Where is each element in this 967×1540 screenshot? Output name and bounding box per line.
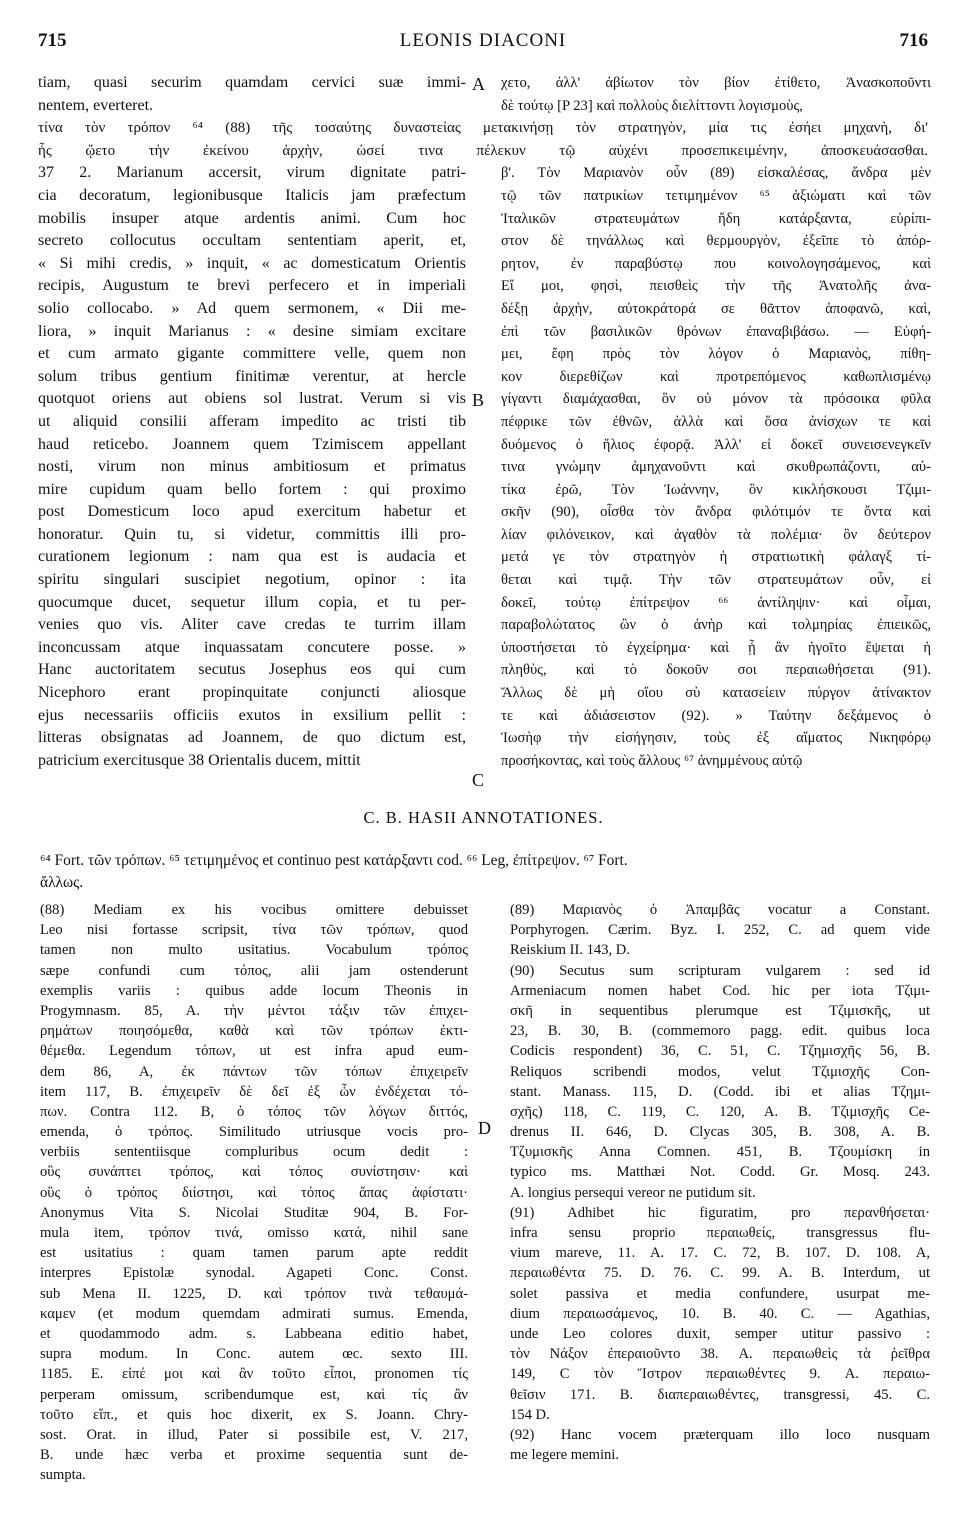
text-line: recipis, Augustum te brevi perfecero et in imperiali — [38, 277, 466, 295]
text-line: vium mareve, 11. A. 17. C. 72, B. 107. D. 108. A, — [510, 1245, 930, 1262]
margin-marker-d: D — [478, 1118, 491, 1138]
text-line: β'. Τὸν Μαριανὸν οὖν (89) εἰσκαλέσας, ἄνδρα μὲν — [501, 165, 931, 182]
text-line: verbiis sententiisque compluribus ocum dedit : — [40, 1144, 468, 1161]
text-line: interpres Epistolæ synodal. Agapeti Conc. Const. — [40, 1265, 468, 1282]
text-line: post Domesticum loco apud exercitum habetur et — [38, 503, 466, 521]
text-line: Τζυμισκῆς Anna Comnen. 451, B. Τζουμίσκη in — [510, 1144, 930, 1161]
text-line: sub Mena II. 1225, D. καὶ τρόπον τινὰ τεθαυμά- — [40, 1285, 468, 1302]
text-line: mula item, τρόπον τινά, omisso κατά, nihil sane — [40, 1225, 468, 1241]
text-line: (92) Hanc vocem præterquam illo loco nusquam — [510, 1426, 930, 1443]
text-line: A. longius persequi vereor ne putidum sit. — [510, 1184, 756, 1201]
text-line: sumpta. — [40, 1467, 86, 1484]
text-line: 37 2. Marianum accersit, virum dignitate patri- — [38, 164, 466, 182]
text-line: σκῆ in sequentibus plerumque est Τζιμισκῆς, ut — [510, 1002, 930, 1019]
text-line: θεῖσιν 171. B. διαπεραιωθέντες, transgressi, 45. C. — [510, 1386, 930, 1403]
text-line: quocumque ducet, sequetur illum copia, et tu per- — [38, 593, 466, 611]
text-line: δὲ τούτῳ [P 23] καὶ πολλοὺς διελίττοντι λογισμοὺς, — [501, 97, 803, 114]
text-line: solum tribus gentium finitimæ verentur, at hercle — [38, 367, 466, 385]
text-line: emenda, ὁ τρόπος. Similitudo utriusque vocis pro- — [40, 1124, 468, 1141]
text-line: Hanc auctoritatem secutus Josephus eos qui cum — [38, 661, 466, 679]
text-line: nentem, everteret. — [38, 96, 154, 114]
text-line: Armeniacum nomen habet Cod. hic per iota Τζιμι- — [510, 982, 930, 999]
text-line: καμεν (et modum quemdam admirati sumus. Emenda, — [40, 1305, 468, 1322]
running-title: LEONIS DIACONI — [399, 30, 567, 51]
text-line: est usitatius : quam tamen parum apte reddit — [40, 1245, 468, 1262]
text-line: perperam omissum, scribendumque est, καὶ τίς ἂν — [40, 1386, 468, 1403]
text-line: χετο, ἀλλ' ἀβίωτον τὸν βίον ἐτίθετο, Ἀνασκοποῦντι — [501, 75, 931, 91]
text-line: πων. Contra 112. B, ὁ τόπος τῶν λόγων διττός, — [40, 1103, 468, 1120]
text-line: exemplis variis : quibus adde locum Theonis in — [40, 982, 468, 999]
text-line: οὓς ὁ τρόπος διίστησι, καὶ τόπος ἅπας ἀφίστατι· — [40, 1184, 468, 1201]
text-line: 1185. E. εἰπέ μοι καὶ ἂν τοῦτο εἶποι, pronomen τίς — [40, 1366, 468, 1383]
text-line: πέφρικε τῶν ἐθνῶν, ἀλλὰ καὶ ὅσα ἀνίσχων τε καὶ — [501, 413, 931, 430]
text-line: γίγαντι διαμάχασθαι, ὃν οὐ μόνον τὰ πρόσοικα φῦλα — [501, 391, 931, 408]
text-line: spiritu singulari suscipiet negotium, opinor : ita — [38, 571, 466, 589]
text-line: Ἄλλως δὲ μὴ οἴου σὺ κατασείειν πύργον ἀτίνακτον — [501, 685, 931, 702]
text-line: « Si mihi credis, » inquit, « ac domesticatum Orientis — [38, 254, 466, 272]
text-line: Nicephoro erant propinquitate conjuncti aliosque — [38, 684, 466, 702]
text-line: supra modum. In Conc. autem œc. sexto III. — [40, 1346, 468, 1363]
margin-marker-c: C — [472, 770, 485, 790]
text-line: nosti, virum non minus ambitiosum et primatus — [38, 458, 466, 476]
text-line: λίαν φιλόνεικον, καὶ ἀγαθὸν τὰ πολέμια· ὃν δεύτερον — [501, 526, 931, 543]
text-line: (90) Secutus sum scripturam vulgarem : sed id — [510, 962, 930, 979]
text-line: item 117, B. ἐπιχειρεῖν δὲ δεῖ ἐξ ὧν ἐνδέχεται τό- — [40, 1083, 468, 1100]
text-line: τινα γνώμην ἀμηχανοῦντι καὶ σκυθρωπάζοντι, αὐ- — [501, 459, 931, 476]
text-line: stant. Manass. 115, D. (Codd. ibi et alias Τζημι- — [510, 1083, 930, 1100]
text-line: mobilis insuper atque ardentis animi. Cum hoc — [38, 209, 466, 227]
text-line: et quodammodo adm. s. Labbeana editio habet, — [40, 1325, 468, 1342]
full-width-line: τίνα τὸν τρόπον ⁶⁴ (88) τῆς τοσαύτης δυναστείας μετακινήσῃ τὸν στρατηγὸν, μία τις ἐσήει μηχανὴ, δι' — [38, 120, 928, 136]
text-line: B. unde hæc verba et proxime sequentia sunt de- — [40, 1447, 468, 1464]
page-number-right: 716 — [899, 30, 928, 51]
text-line: dium περαιωσάμενος, 10. B. 40. C. — Agathias, — [510, 1305, 930, 1322]
text-line: σχῆς) 118, C. 119, C. 120, A. B. Τζιμισχῆς Ce- — [510, 1103, 930, 1120]
text-line: (91) Adhibet hic figuratim, pro περανθήσεται· — [510, 1204, 930, 1221]
text-line: Εἴ μοι, φησὶ, πεισθεὶς τὴν τῆς Ἀνατολῆς ἀνα- — [501, 278, 931, 295]
text-line: ut aliquid consilii afferam impedito ac tristi tib — [38, 412, 466, 430]
text-line: solio collocabo. » Ad quem sermonem, « Dii me- — [38, 299, 466, 317]
notes-right-column — [510, 900, 930, 1465]
text-line: Ἰωσὴφ τὴν εἰσήγησιν, τοὺς ἐξ αἵματος Νικηφόρῳ — [501, 730, 931, 747]
page-number-left: 715 — [38, 30, 67, 51]
text-line: 23, B. 30, B. (commemoro pagg. edit. quibus loca — [510, 1023, 930, 1040]
text-line: mire cupidum quam bello fortem : qui proximo — [38, 480, 466, 498]
text-line: σκῆν (90), οἶσθα τὸν ἄνδρα φιλότιμόν τε ὄντα καὶ — [501, 504, 931, 521]
text-line: Codicis respondent) 36, C. 51, C. Τζημισχῆς 56, B. — [510, 1043, 930, 1060]
text-line: drenus II. 646, D. Clycas 305, B. 308, A. B. — [510, 1124, 930, 1141]
notes-left-column — [40, 900, 468, 1485]
text-line: μει, ἔφη πρὸς τὸν λόγον ὁ Μαριανὸς, πίθη- — [501, 346, 931, 363]
text-line: quotquot oriens aut obiens sol lustrat. Verum si vis — [38, 390, 466, 408]
text-line: venies quo vis. Aliter cave credas te turrim illam — [38, 616, 466, 634]
text-line: Porphyrogen. Cærim. Byz. I. 252, C. ad quem vide — [510, 922, 930, 939]
text-line: στον δὲ τηνάλλως καὶ θερμουργὸν, ἐξεῖπε τὸ ἀπόρ- — [501, 233, 931, 250]
text-line: honoratur. Quin tu, si videtur, committis illi pro- — [38, 525, 466, 543]
text-line: προσήκοντας, καὶ τοὺς ἄλλους ⁶⁷ ἀνημμένους αὐτῷ — [501, 752, 803, 769]
greek-column — [501, 72, 931, 772]
page-header — [38, 30, 928, 56]
full-width-line: ἧς ᾤετο τὴν ἐκείνου ἀρχὴν, ὡσεί τινα πέλεκυν τῷ αὐχένι προσεπικειμένην, ἀποσκευάσασθαι. — [38, 142, 928, 159]
text-line: litteras obsignatas ad Joannem, de quo dictum est, — [38, 729, 466, 747]
margin-marker-b: B — [472, 390, 485, 410]
text-line: ρημάτων ποιησόμεθα, καθὰ καὶ τῶν τρόπων ἐκτι- — [40, 1023, 468, 1040]
text-line: patricium exercitusque 38 Orientalis ducem, mittit — [38, 751, 361, 769]
text-line: cia decoratum, legionibusque Italicis jam præfectum — [38, 186, 466, 204]
text-line: Reliquos scribendi modos, velut Τζιμισχῆς Con- — [510, 1063, 930, 1080]
text-line: secreto collocutus occultam sententiam aperit, et, — [38, 232, 466, 250]
text-line: Progymnasm. 85, A. τὴν μέντοι τάξιν τῶν ἐπιχει- — [40, 1002, 468, 1019]
footnote-line: ἄλλως. — [40, 874, 84, 891]
text-line: curationem legionum : nam qua est is audacia et — [38, 548, 466, 566]
text-line: πληθὺς, καὶ τὸ δοκοῦν σοι περαιωθήσεται (91). — [501, 662, 931, 679]
text-line: sost. Orat. in illud, Pater si possibile est, V. 217, — [40, 1426, 468, 1443]
text-line: θεται καὶ τιμᾷ. Τὴν τῶν στρατευμάτων οὖν, εἰ — [501, 572, 931, 589]
text-line: typico ms. Matthæi Not. Codd. Gr. Mosq. 243. — [510, 1164, 930, 1181]
text-line: dem 86, A, ἐκ πάντων τῶν τόπων ἐπιχειρεῖν — [40, 1063, 468, 1080]
text-line: (89) Μαριανὸς ὁ Ἀπαμβᾶς vocatur a Constant. — [510, 902, 930, 918]
text-line: haud reticebo. Joannem quem Tzimiscem appellant — [38, 435, 466, 453]
footnote-line: ⁶⁴ Fort. τῶν τρόπων. ⁶⁵ τετιμημένος et continuo pest κατάρξαντι cod. ⁶⁶ Leg, ἐπίτρεψον. ⁶⁷ Fort. — [40, 852, 628, 869]
text-line: tiam, quasi securim quamdam cervici suæ immi- — [38, 74, 466, 91]
text-line: μετά γε τὸν στρατηγὸν ἡ στρατιωτικὴ φάλαγξ τί- — [501, 549, 931, 566]
text-line: solet passiva et media confundere, usurpat me- — [510, 1285, 930, 1302]
text-line: δοκεῖ, τούτῳ ἐπίτρεψον ⁶⁶ ἀντίληψιν· καὶ οἶμαι, — [501, 594, 931, 611]
text-line: παραβολώτατος ὢν ὁ ἀνὴρ καὶ τολμηρίας ἐπιεικῶς, — [501, 617, 931, 634]
text-line: τε καὶ ἀδιάσειστον (92). » Ταύτην δεξάμενος ὁ — [501, 707, 931, 724]
text-line: ejus necessariis officiis exutos in exsilium pellit : — [38, 706, 466, 724]
text-line: τίκα ἐρῶ, Τὸν Ἰωάννην, ὃν κικλήσκουσι Τζιμι- — [501, 481, 931, 498]
annotations-title: C. B. HASII ANNOTATIONES. — [363, 808, 604, 827]
footnotes — [40, 850, 930, 894]
text-line: τὸν Νάξον ἐπεραιοῦντο 38. A. περαιωθεὶς τὰ ῥεῖθρα — [510, 1346, 930, 1363]
text-line: sæpe confundi cum τόπος, alii jam ostenderunt — [40, 962, 468, 979]
text-line: οὓς συνάπτει τρόπος, καὶ τόπος συνίστησιν· καὶ — [40, 1164, 468, 1181]
text-line: tamen non multo usitatius. Vocabulum τρόπος — [40, 942, 468, 959]
text-line: Anonymus Vita S. Nicolai Studitæ 904, B. For- — [40, 1204, 468, 1221]
text-line: 149, C τὸν Ἴστρον περαιωθέντες 9. A. περαιω- — [510, 1366, 930, 1383]
text-line: 154 D. — [510, 1406, 550, 1423]
text-line: liora, » inquit Marianus : « desine simiam excitare — [38, 322, 466, 340]
margin-marker-a: A — [472, 74, 485, 94]
text-line: περαιωθέντα 75. D. 76. C. 99. A. B. Interdum, ut — [510, 1265, 930, 1282]
text-line: ὑποστήσεται τὸ ἐγχείρημα· καὶ ᾗ ἂν ἡγοῖτο ἕψεται ἡ — [501, 639, 931, 656]
text-line: Ἰταλικῶν στρατευμάτων ἤδη κατάρξαντα, εὐρίπι- — [501, 210, 931, 227]
text-line: θέμεθα. Legendum τόπων, ut est infra apud eum- — [40, 1043, 468, 1060]
text-line: et cum armato gigante committere velle, quem non — [38, 345, 466, 363]
text-line: me legere memini. — [510, 1447, 620, 1464]
text-line: τοῦτο εἴπ., et quis hoc dixerit, ex S. Joann. Chry- — [40, 1406, 468, 1423]
text-line: Leo nisi fortasse scripsit, τίνα τῶν τρόπων, quod — [40, 922, 468, 939]
latin-column — [38, 72, 466, 772]
text-line: τῷ τῶν πατρικίων τετιμημένον ⁶⁵ ἀξιώματι καὶ τῶν — [501, 187, 931, 204]
text-line: ἐπὶ τῶν βασιλικῶν θρόνων ἐπαναβιβάσω. — Εὐφή- — [501, 323, 931, 340]
text-line: inconcussam atque inquassatam concutere posse. » — [38, 638, 466, 656]
text-line: (88) Mediam ex his vocibus omittere debuisset — [40, 902, 468, 918]
text-line: infra sensu proprio περαιωθείς, transgressus flu- — [510, 1225, 930, 1241]
text-line: Reiskium II. 143, D. — [510, 942, 630, 959]
text-line: δυόμενος ὁ ἥλιος ἐφορᾷ. Ἀλλ' εἰ δοκεῖ συνεισενεγκεῖν — [501, 436, 931, 453]
full-width-lines — [38, 117, 928, 162]
text-line: ρητον, ἐν παραβύστῳ που κοινολογησάμενος, καὶ — [501, 255, 931, 272]
text-line: unde Leo colores duxit, semper utitur passivo : — [510, 1325, 930, 1342]
text-line: δέξῃ ἀρχὴν, αὐτοκράτορά σε θᾶττον ἀποφανῶ, καὶ, — [501, 300, 931, 317]
text-line: κον διερεθίζων καὶ προτρεπόμενος καθωπλισμένῳ — [501, 368, 931, 385]
